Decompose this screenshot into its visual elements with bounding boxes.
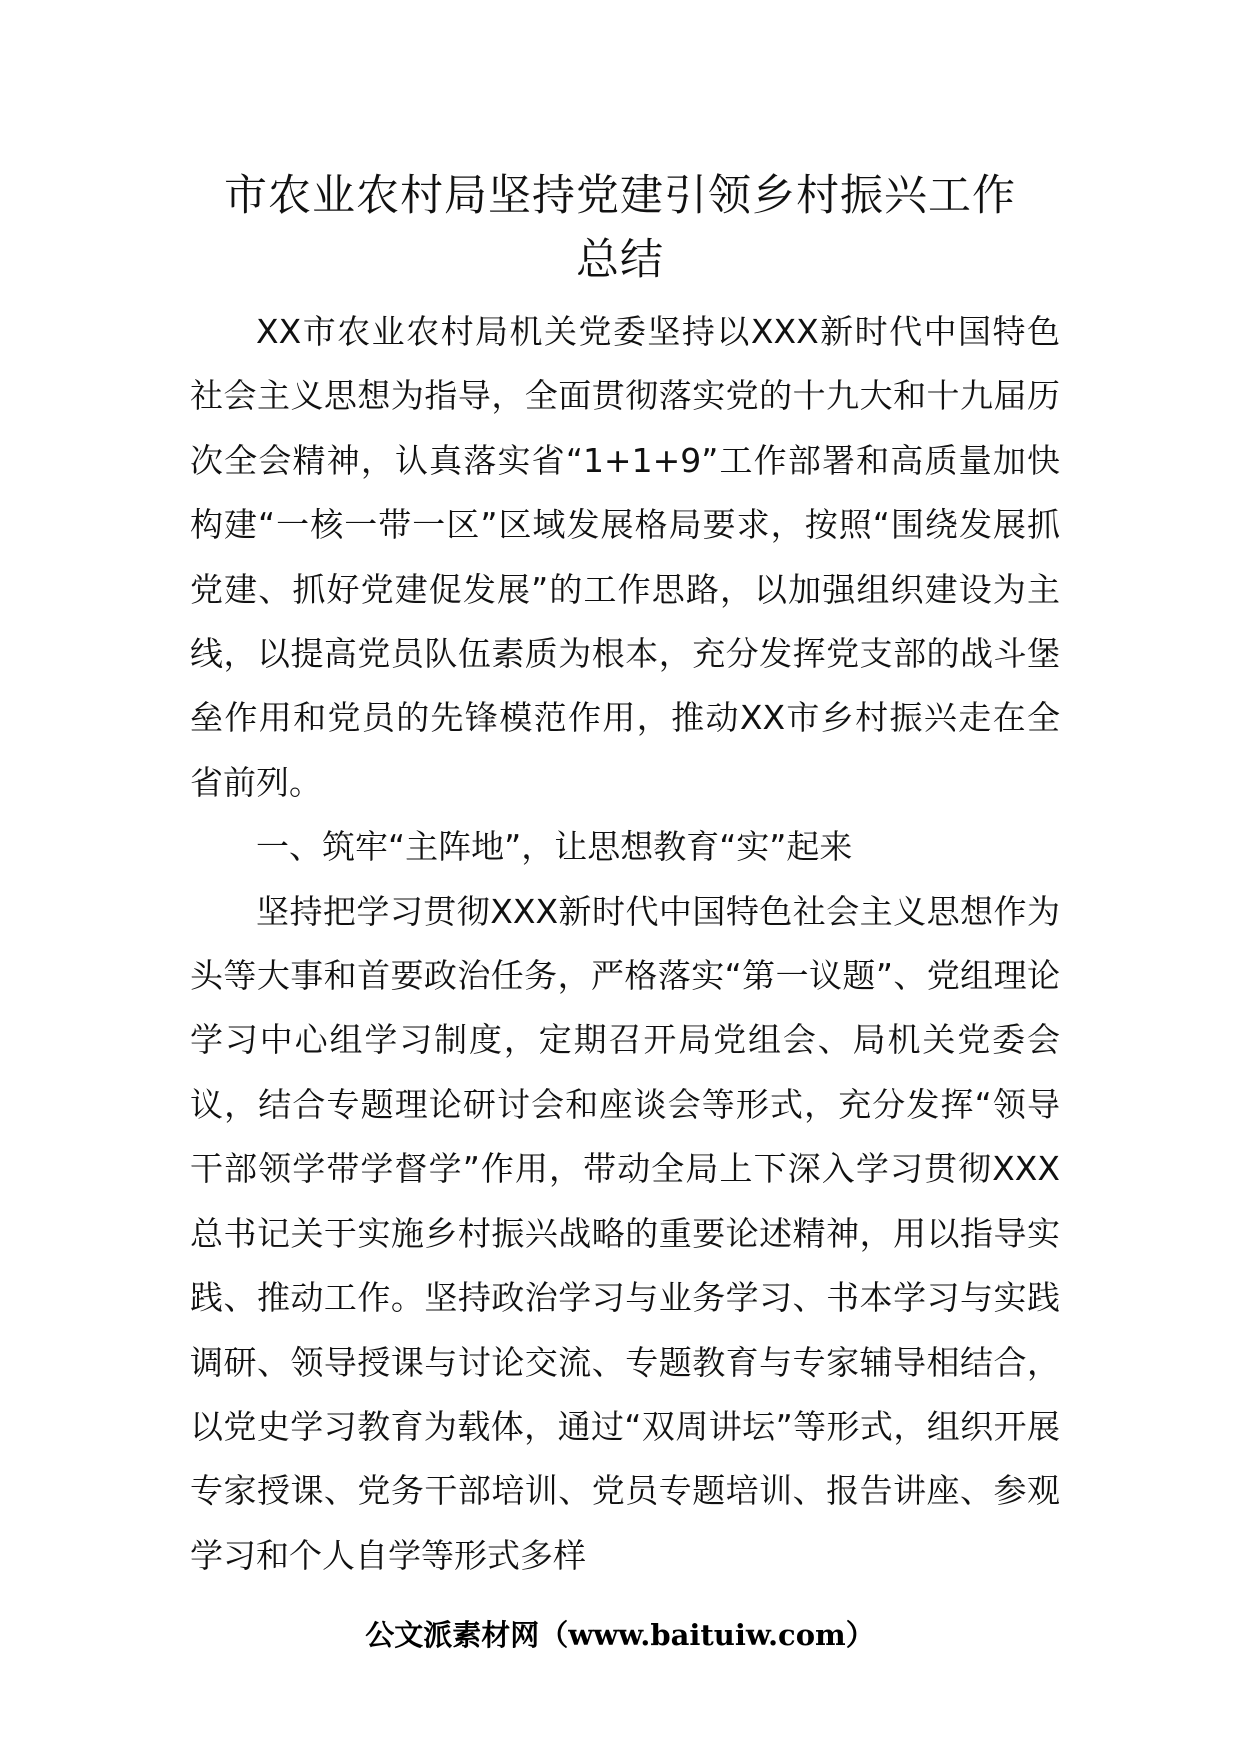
footer-watermark: 公文派素材网（www.baituiw.com） — [365, 1618, 875, 1652]
title-line-2: 总结 — [576, 235, 664, 285]
section-heading-1: 一、筑牢“主阵地”，让思想教育“实”起来 — [256, 827, 853, 867]
section-1-paragraph: 坚持把学习贯彻XXX新时代中国特色社会主义思想作为头等大事和首要政治任务，严格落实“第一议题”、党组理论学习中心组学习制度，定期召开局党组会、局机关党委会议，结合专题理论研讨会和座谈会等形式，充分发挥“领导干部领学带学督学”作用，带动全局上下深入学习贯彻XXX总书记关于实施乡村振兴战略的重要论述精神，用以指导实践、推动工作。坚持政治学习与业务学习、书本学习与实践调研、领导授课与讨论交流、专题教育与专家辅导相结合，以党史学习教育为载体，通过“双周讲坛”等形式，组织开展专家授课、党务干部培训、党员专题培训、报告讲座、参观学习和个人自学等形式多样 — [190, 891, 1060, 1575]
document-body — [190, 300, 1060, 1588]
document-title — [150, 164, 1090, 292]
intro-paragraph: XX市农业农村局机关党委坚持以XXX新时代中国特色社会主义思想为指导，全面贯彻落实党的十九大和十九届历次全会精神，认真落实省“1+1+9”工作部署和高质量加快构建“一核一带一区”区域发展格局要求，按照“围绕发展抓党建、抓好党建促发展”的工作思路，以加强组织建设为主线，以提高党员队伍素质为根本，充分发挥党支部的战斗堡垒作用和党员的先锋模范作用，推动XX市乡村振兴走在全省前列。 — [190, 312, 1060, 802]
title-line-1: 市农业农村局坚持党建引领乡村振兴工作 — [224, 171, 1016, 221]
